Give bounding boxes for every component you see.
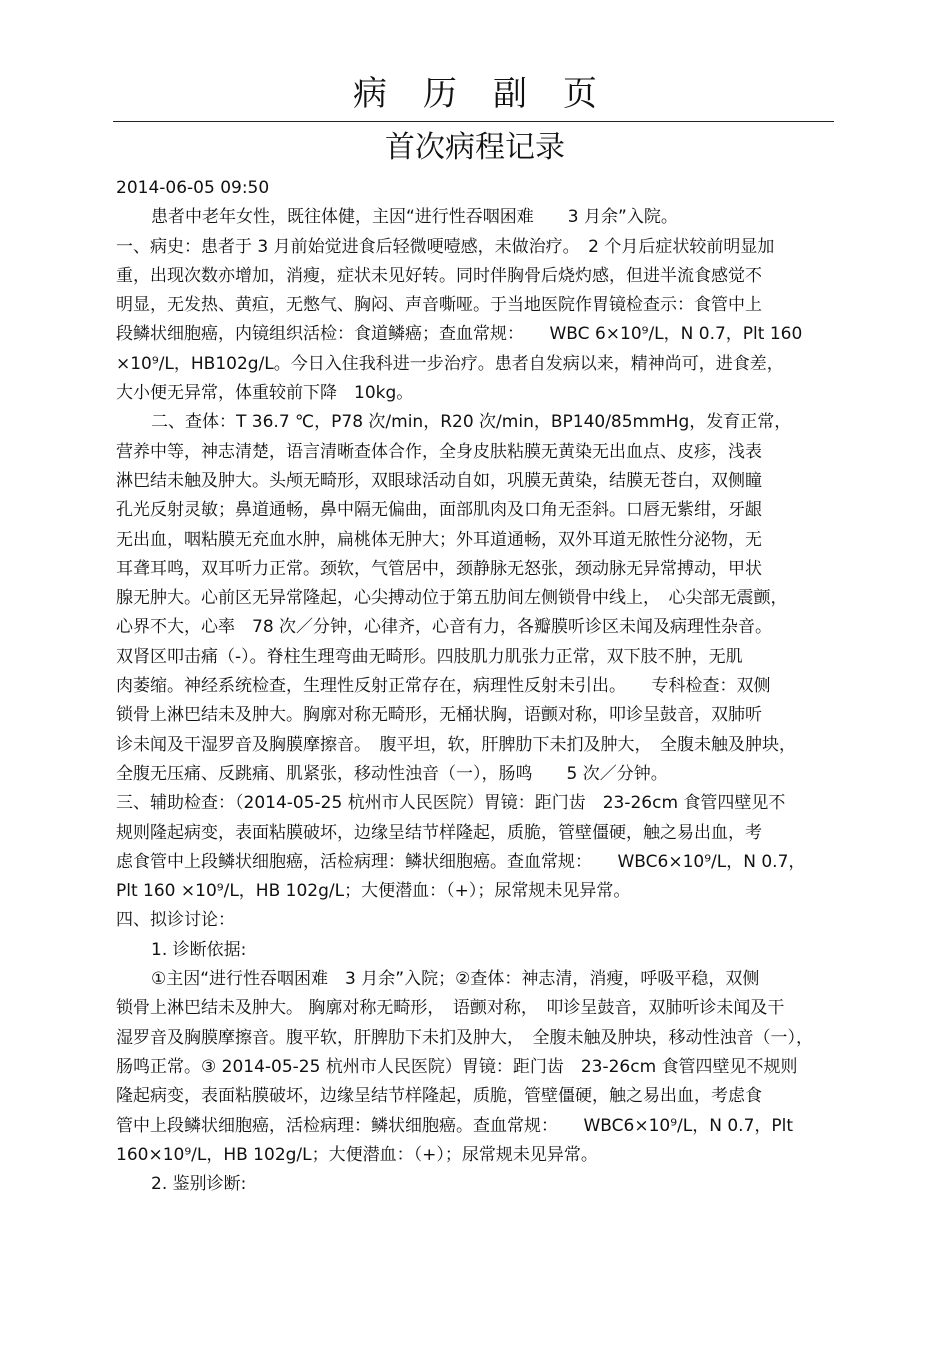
page-header: 病历副页 xyxy=(353,74,633,114)
text-line: 大小便无异常，体重较前下降 10kg。 xyxy=(116,383,414,404)
text-line: 诊未闻及干湿罗音及胸膜摩擦音。 腹平坦，软，肝脾肋下未扪及肿大， 全腹未触及肿块， xyxy=(116,734,796,755)
text-line: 肉萎缩。神经系统检查，生理性反射正常存在，病理性反射未引出。 专科检查：双侧 xyxy=(116,676,771,697)
text-line: 孔光反射灵敏；鼻道通畅，鼻中隔无偏曲，面部肌肉及口角无歪斜。口唇无紫绀，牙龈 xyxy=(116,500,762,521)
text-line: ×10⁹/L，HB102g/L。今日入住我科进一步治疗。患者自发病以来，精神尚可，进食差， xyxy=(116,353,784,374)
text-line: 虑食管中上段鳞状细胞癌，活检病理：鳞状细胞癌。查血常规： WBC6×10⁹/L，N 0.7， xyxy=(116,851,806,872)
text-line: 160×10⁹/L，HB 102g/L；大便潜血：（+）；尿常规未见异常。 xyxy=(116,1144,598,1165)
text-line: 四、拟诊讨论： xyxy=(116,910,235,931)
text-line: 明显，无发热、黄疸，无憋气、胸闷、声音嘶哑。于当地医院作胃镜检查示：食管中上 xyxy=(116,295,762,316)
text-line: 腺无肿大。心前区无异常隆起，心尖搏动位于第五肋间左侧锁骨中线上， 心尖部无震颤， xyxy=(116,588,788,609)
text-line: 全腹无压痛、反跳痛、肌紧张，移动性浊音（一），肠鸣 5 次／分钟。 xyxy=(116,763,668,784)
text-line: 二、查体：T 36.7 ℃，P78 次/min，R20 次/min，BP140/85mmHg，发育正常， xyxy=(151,412,792,433)
text-line: 1. 诊断依据: xyxy=(151,939,247,960)
text-line: 双肾区叩击痛（-）。脊柱生理弯曲无畸形。四肢肌力肌张力正常，双下肢不肿，无肌 xyxy=(116,646,743,667)
text-line: 2014-06-05 09:50 xyxy=(116,178,270,198)
text-line: Plt 160 ×10⁹/L，HB 102g/L；大便潜血：（+）；尿常规未见异常。 xyxy=(116,881,631,902)
text-line: 一、病史：患者于 3 月前始觉进食后轻微哽噎感，未做治疗。 2 个月后症状较前明显加 xyxy=(116,236,775,257)
text-line: 肠鸣正常。③ 2014-05-25 杭州市人民医院）胃镜：距门齿 23-26cm 食管四壁见不规则 xyxy=(116,1056,798,1077)
text-line: 隆起病变，表面粘膜破坏，边缘呈结节样隆起，质脆，管壁僵硬，触之易出血，考虑食 xyxy=(116,1086,762,1107)
text-line: 心界不大，心率 78 次／分钟，心律齐，心音有力，各瓣膜听诊区未闻及病理性杂音。 xyxy=(116,617,773,638)
text-line: 管中上段鳞状细胞癌，活检病理：鳞状细胞癌。查血常规： WBC6×10⁹/L，N 0.7，Plt xyxy=(116,1115,794,1136)
text-line: 锁骨上淋巴结未及肿大。胸廓对称无畸形，无桶状胸，语颤对称，叩诊呈鼓音，双肺听 xyxy=(116,705,762,726)
text-line: 营养中等，神志清楚，语言清晰查体合作，全身皮肤粘膜无黄染无出血点、皮疹，浅表 xyxy=(116,441,762,462)
text-line: 耳聋耳鸣，双耳听力正常。颈软，气管居中，颈静脉无怒张，颈动脉无异常搏动，甲状 xyxy=(116,558,762,579)
text-line: 规则隆起病变，表面粘膜破坏，边缘呈结节样隆起，质脆，管壁僵硬，触之易出血，考 xyxy=(116,822,762,843)
text-line: 无出血，咽粘膜无充血水肿，扁桃体无肿大；外耳道通畅，双外耳道无脓性分泌物，无 xyxy=(116,529,762,550)
record-body xyxy=(116,174,832,1199)
text-line: 三、辅助检查：（2014-05-25 杭州市人民医院）胃镜：距门齿 23-26cm 食管四壁见不 xyxy=(116,793,786,814)
text-line: 重，出现次数亦增加，消瘦，症状未见好转。同时伴胸骨后烧灼感，但进半流食感觉不 xyxy=(116,265,762,286)
header-divider xyxy=(113,121,834,122)
text-line: 段鳞状细胞癌，内镜组织活检：食道鳞癌；查血常规： WBC 6×10⁹/L，N 0.7，Plt 160 xyxy=(116,324,803,345)
page-title: 首次病程记录 xyxy=(385,130,565,165)
text-line: 2. 鉴别诊断: xyxy=(151,1174,247,1195)
text-line: 患者中老年女性，既往体健，主因“进行性吞咽困难 3 月余”入院。 xyxy=(151,207,678,228)
text-line: ①主因“进行性吞咽困难 3 月余”入院；②查体：神志清，消瘦，呼吸平稳，双侧 xyxy=(151,969,760,990)
text-line: 湿罗音及胸膜摩擦音。腹平软，肝脾肋下未扪及肿大， 全腹未触及肿块，移动性浊音（一）， xyxy=(116,1027,813,1048)
text-line: 锁骨上淋巴结未及肿大。 胸廓对称无畸形， 语颤对称， 叩诊呈鼓音，双肺听诊未闻及干 xyxy=(116,998,785,1019)
text-line: 淋巴结未触及肿大。头颅无畸形，双眼球活动自如，巩膜无黄染，结膜无苍白，双侧瞳 xyxy=(116,470,762,491)
